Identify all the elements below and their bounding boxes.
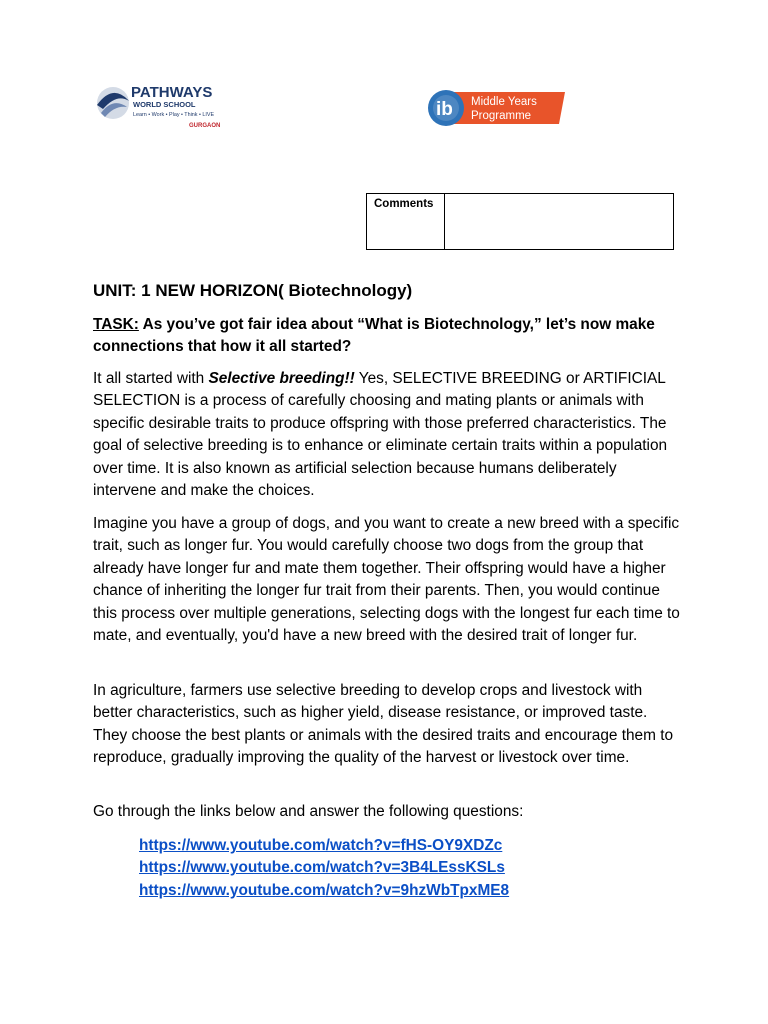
agriculture-paragraph: In agriculture, farmers use selective breeding to develop crops and livestock with better characteristics, such as higher yield, disease resistance, or improved taste. They choose the best plants or animals with the desired traits and encourage them to reproduce, gradually improving the quality of the harvest or livestock over time. <box>93 682 674 767</box>
pathways-world-school-logo <box>93 83 255 131</box>
video-link-3[interactable]: https://www.youtube.com/watch?v=9hzWbTpxME8 <box>139 881 510 899</box>
intro-lead: It all started with <box>93 370 209 387</box>
intro-paragraph <box>93 368 683 502</box>
task-text: As you’ve got fair idea about “What is Biotechnology,” let’s now make connections that how it all started? <box>93 316 655 356</box>
instruction: Go through the links below and answer the following questions: <box>93 803 524 820</box>
task-label: TASK: <box>93 316 139 333</box>
dogs-paragraph: Imagine you have a group of dogs, and you want to create a new breed with a specific trait, such as longer fur. You would carefully choose two dogs from the group that already have longer fur and mate them together. Their offspring would have a higher chance of inheriting the longer fur trait from their parents. Then, you would continue this process over multiple generations, selecting dogs with the longest fur each time to mate, and eventually, you'd have a new breed with the desired trait of longer fur. <box>93 515 680 645</box>
video-link-2[interactable]: https://www.youtube.com/watch?v=3B4LEssKSLs <box>139 859 505 877</box>
ib-line2: Programme <box>471 110 532 122</box>
task-paragraph <box>93 314 683 359</box>
school-sub: WORLD SCHOOL <box>133 100 196 109</box>
ib-middle-years-programme-logo <box>427 88 565 128</box>
school-name: PATHWAYS <box>131 84 213 101</box>
ib-mark: ib <box>436 99 453 120</box>
intro-emphasis: Selective breeding!! <box>208 370 355 387</box>
school-city: GURGAON <box>189 123 221 129</box>
video-links <box>139 835 509 902</box>
video-link-1[interactable]: https://www.youtube.com/watch?v=fHS-OY9XDZc <box>139 837 503 854</box>
unit-title: UNIT: 1 NEW HORIZON( Biotechnology) <box>93 281 413 300</box>
comments-field[interactable] <box>445 194 674 250</box>
intro-text: Yes, SELECTIVE BREEDING or ARTIFICIAL SELECTION is a process of carefully choosing and mating plants or animals with specific desirable traits to produce offspring with those preferred characteristics. The goal of selective breeding is to enhance or eliminate certain traits within a population over time. It is also known as artificial selection because humans deliberately intervene and make the choices. <box>93 370 668 500</box>
comments-label: Comments <box>367 194 445 250</box>
comments-table <box>366 193 674 250</box>
school-tagline: Learn • Work • Play • Think • LIVE <box>133 112 215 118</box>
ib-line1: Middle Years <box>471 96 537 108</box>
